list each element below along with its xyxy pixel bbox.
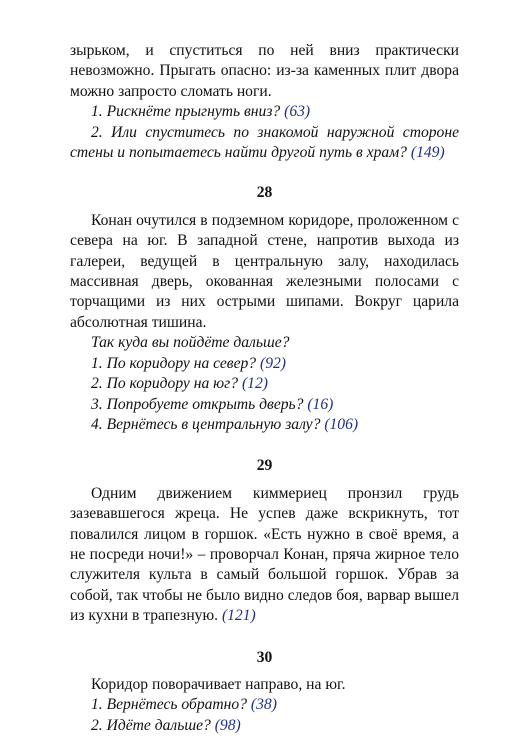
section-body: Одним движением киммериец пронзил грудь зазевавшегося жреца. Не успев даже вскрикнуть, тот повалился лицом в горшок. «Есть нужно в своё время, а не посреди ночи!» – проворчал Конан, пряча жирное тело служителя культа в самый большой горшок. Убрав за собой, так чтобы не было видно следов боя, варвар вышел из кухни в трапезную. <box>70 484 459 625</box>
option-label: 2. Идёте дальше? <box>91 716 211 734</box>
option-label: 1. Вернётесь обратно? <box>91 696 248 714</box>
paragraph-link[interactable]: (38) <box>250 696 277 714</box>
paragraph-link[interactable]: (92) <box>260 354 286 372</box>
intro-options <box>70 102 459 163</box>
option-item <box>70 354 459 374</box>
option-label: 3. Попробуете открыть дверь? <box>91 395 304 413</box>
paragraph-link[interactable]: (63) <box>284 103 311 121</box>
section-question: Так куда вы пойдёте дальше? <box>91 334 290 352</box>
section-options <box>70 695 459 736</box>
section-text <box>70 484 459 627</box>
option-item <box>70 374 459 394</box>
section-number: 29 <box>256 457 273 475</box>
option-item <box>70 716 459 736</box>
paragraph-link[interactable]: (121) <box>221 607 256 625</box>
paragraph-link[interactable]: (98) <box>214 716 241 734</box>
paragraph-link[interactable]: (12) <box>241 375 268 393</box>
section-options <box>70 354 459 436</box>
section-number: 30 <box>256 648 273 666</box>
option-item <box>70 415 459 435</box>
option-label: 1. Рискнёте прыгнуть вниз? <box>91 103 281 121</box>
paragraph-link[interactable]: (106) <box>324 415 359 433</box>
option-item <box>70 123 459 164</box>
intro-paragraph: зырьком, и спуститься по ней вниз практически невозможно. Прыгать опасно: из-за каменных плит двора можно запросто сломать ноги. <box>70 42 459 100</box>
option-label: 4. Вернётесь в центральную залу? <box>91 415 321 433</box>
paragraph-link[interactable]: (149) <box>410 144 445 162</box>
option-label: 2. Или спуститесь по знакомой наружной стороне стены и попытаетесь найти другой путь в храм? <box>70 123 459 162</box>
book-page <box>70 41 459 736</box>
section-text: Конан очутился в подземном коридоре, проложенном с севера на юг. В западной стене, напротив выхода из галереи, ведущей в центральную залу, находилась массивная дверь, окованная железными полосами с торчащими из них острыми шипами. Вокруг царила абсолютная тишина. <box>70 211 459 331</box>
option-label: 2. По коридору на юг? <box>91 375 239 393</box>
option-item <box>70 395 459 415</box>
option-item <box>70 102 459 122</box>
section-number: 28 <box>256 184 273 202</box>
section-text: Коридор поворачивает направо, на юг. <box>91 675 346 693</box>
option-item <box>70 695 459 715</box>
option-label: 1. По коридору на север? <box>91 354 257 372</box>
paragraph-link[interactable]: (16) <box>307 395 334 413</box>
